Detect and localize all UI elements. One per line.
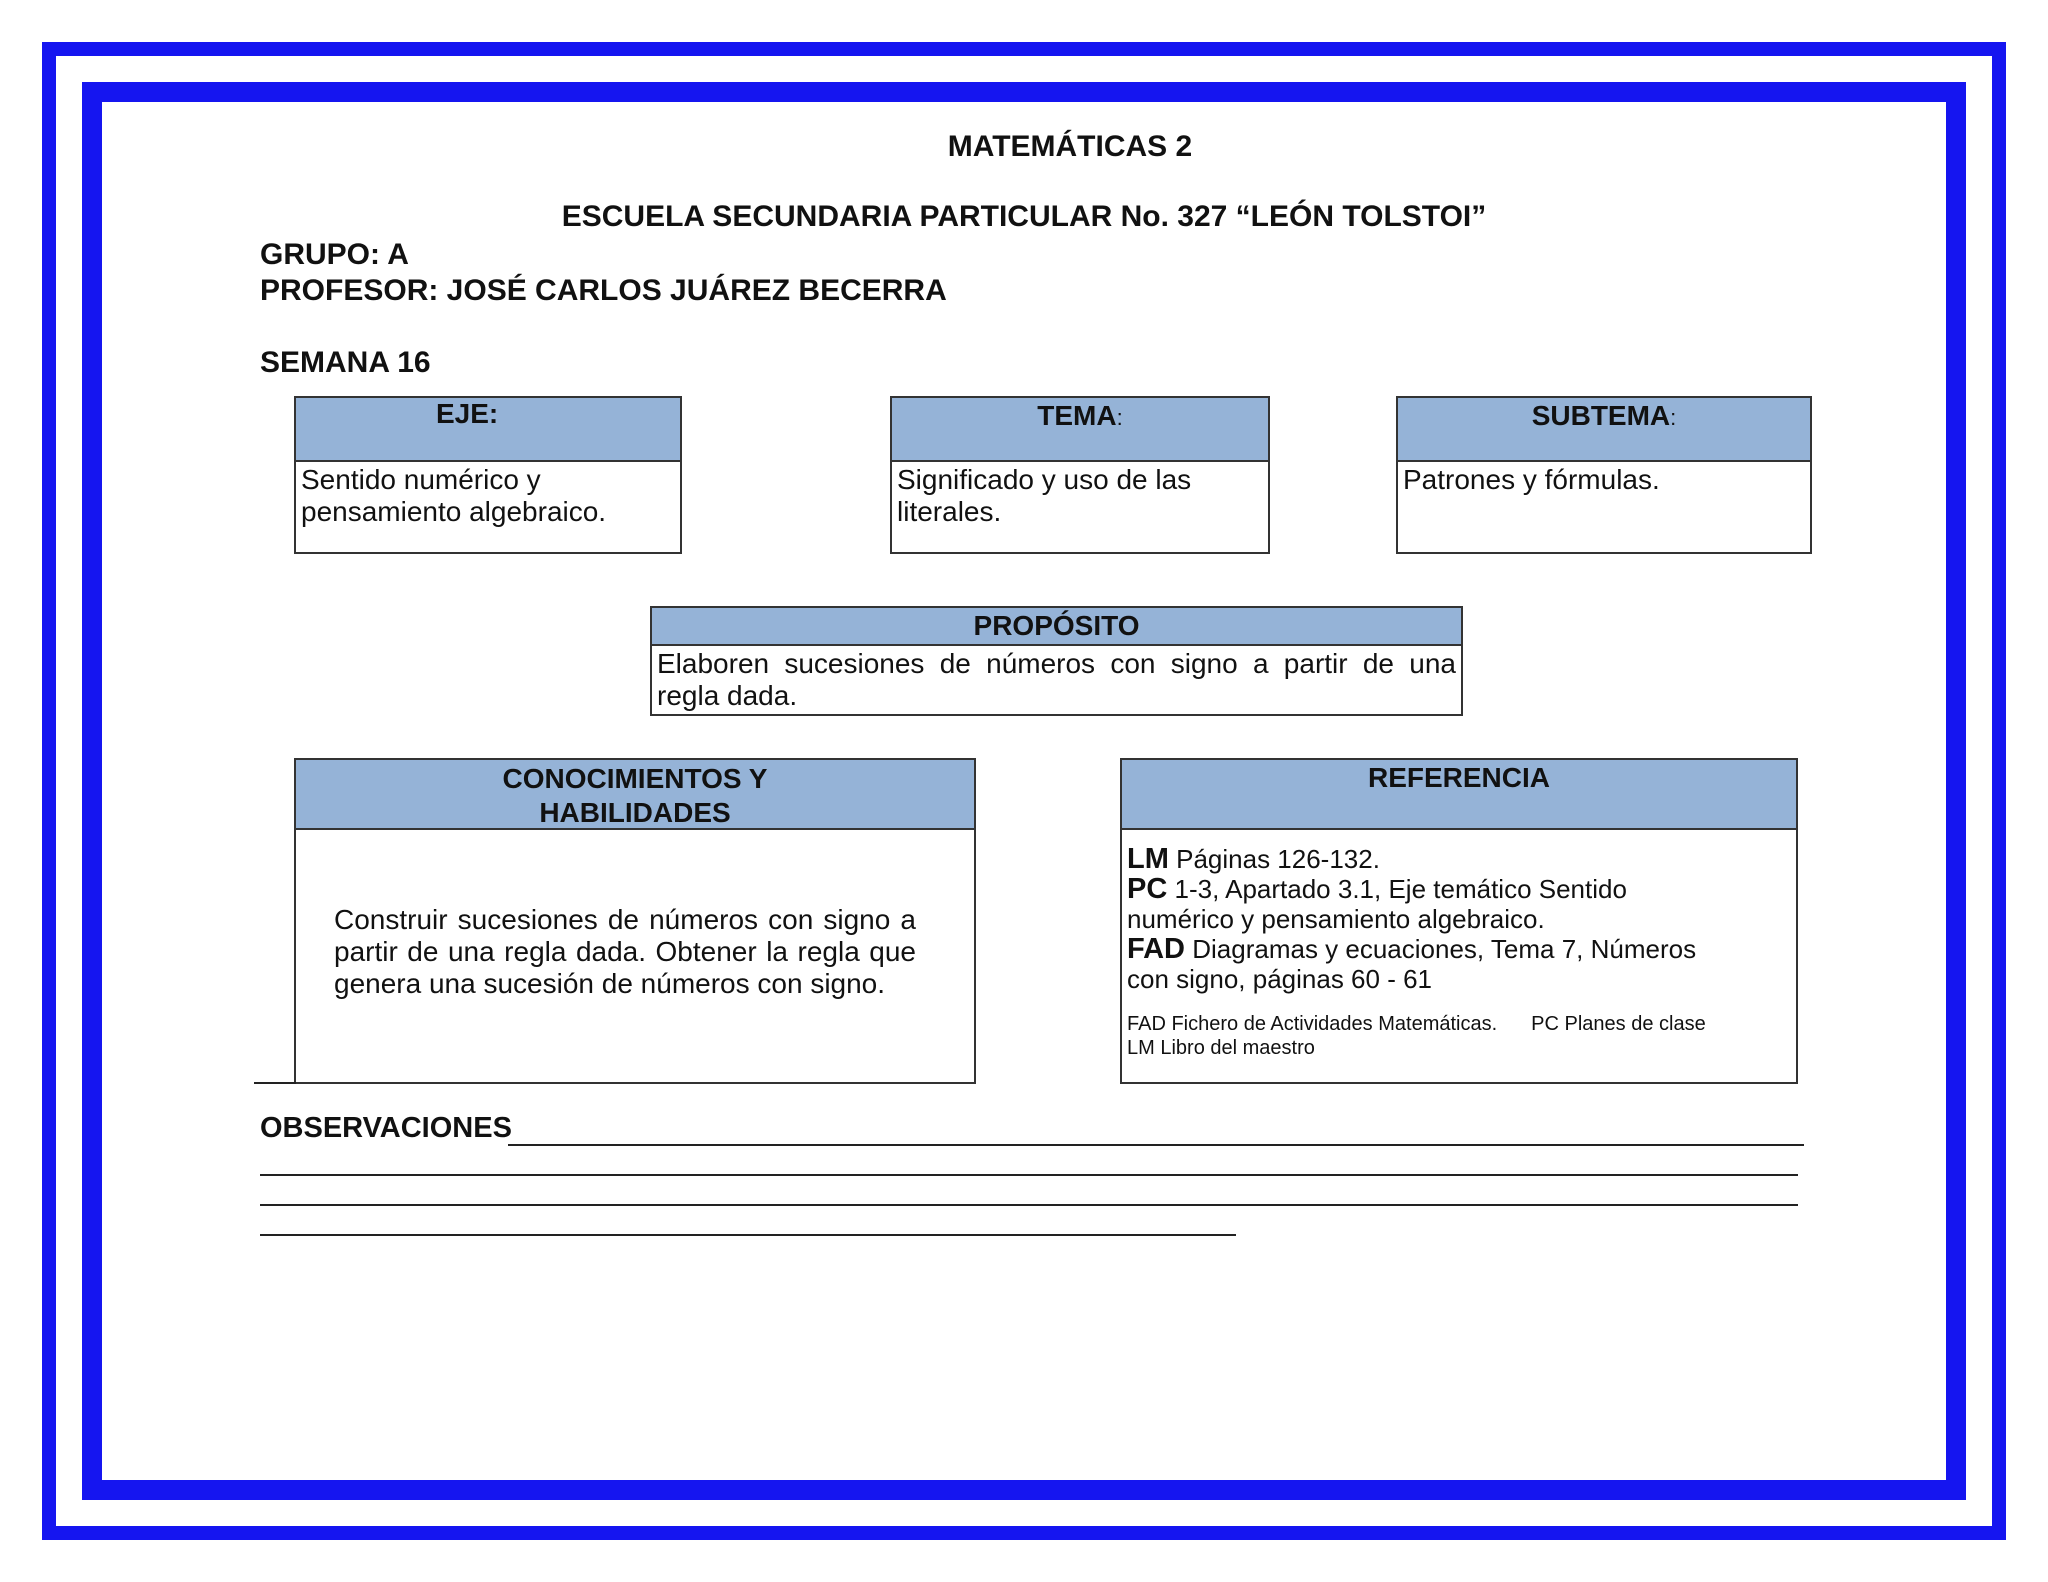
conocimientos-content: Construir sucesiones de números con signo a partir de una regla dada. Obtener la regla que genera una sucesión de números con signo. [334,904,916,999]
ref-pc [1127,874,1791,934]
teacher-label: PROFESOR: JOSÉ CARLOS JUÁREZ BECERRA [260,274,947,307]
legend-pc: PC Planes de clase [1531,1013,1706,1035]
legend-lm: LM Libro del maestro [1127,1037,1315,1059]
tema-box [890,396,1270,554]
conocimientos-box [294,758,976,1084]
referencia-box [1120,758,1798,1084]
legend-fad: FAD Fichero de Actividades Matemáticas. [1127,1013,1498,1035]
eje-box [294,396,682,554]
referencia-header: REFERENCIA [1122,760,1796,830]
week-label: SEMANA 16 [260,346,431,379]
proposito-header: PROPÓSITO [652,608,1461,646]
group-label: GRUPO: A [260,238,409,271]
ref-pc-text: 1-3, Apartado 3.1, Eje temático Sentido numérico y pensamiento algebraico. [1127,874,1627,934]
observaciones-line-4 [260,1234,1236,1236]
ref-lm-code: LM [1127,843,1169,875]
subject-title: MATEMÁTICAS 2 [947,130,1193,163]
eje-content: Sentido numérico y pensamiento algebraico. [301,464,607,527]
eje-header: EJE: [296,398,680,462]
subtema-header [1398,398,1810,462]
tema-title: TEMA [1037,400,1117,431]
conocimientos-title-line2: HABILIDADES [539,797,731,828]
ref-fad-text: Diagramas y ecuaciones, Tema 7, Números con signo, páginas 60 - 61 [1127,934,1697,994]
observaciones-line-1 [508,1144,1804,1146]
subtema-box [1396,396,1812,554]
observaciones-line-3 [260,1204,1798,1206]
ref-pc-code: PC [1127,873,1168,905]
subtema-title: SUBTEMA [1531,400,1671,431]
subtema-colon: : [1670,405,1677,430]
ref-lm-text: Páginas 126-132. [1176,844,1380,874]
proposito-box [650,606,1463,716]
subtema-content: Patrones y fórmulas. [1403,464,1660,495]
ref-fad-code: FAD [1127,933,1185,965]
tema-content: Significado y uso de las literales. [897,464,1192,527]
ref-fad [1127,934,1791,994]
proposito-content: Elaboren sucesiones de números con signo a partir de una regla dada. [657,648,1456,711]
observaciones-label: OBSERVACIONES [260,1112,512,1144]
tema-header [892,398,1268,462]
conocimientos-base-line [254,1082,296,1084]
ref-lm [1127,844,1791,874]
school-name: ESCUELA SECUNDARIA PARTICULAR No. 327 “LEÓN TOLSTOI” [561,200,1487,233]
tema-colon: : [1116,405,1123,430]
conocimientos-header [296,760,974,830]
observaciones-line-2 [260,1174,1798,1176]
referencia-content [1122,830,1796,1060]
ref-legend [1127,1012,1791,1060]
conocimientos-title-line1: CONOCIMIENTOS Y [502,763,768,794]
